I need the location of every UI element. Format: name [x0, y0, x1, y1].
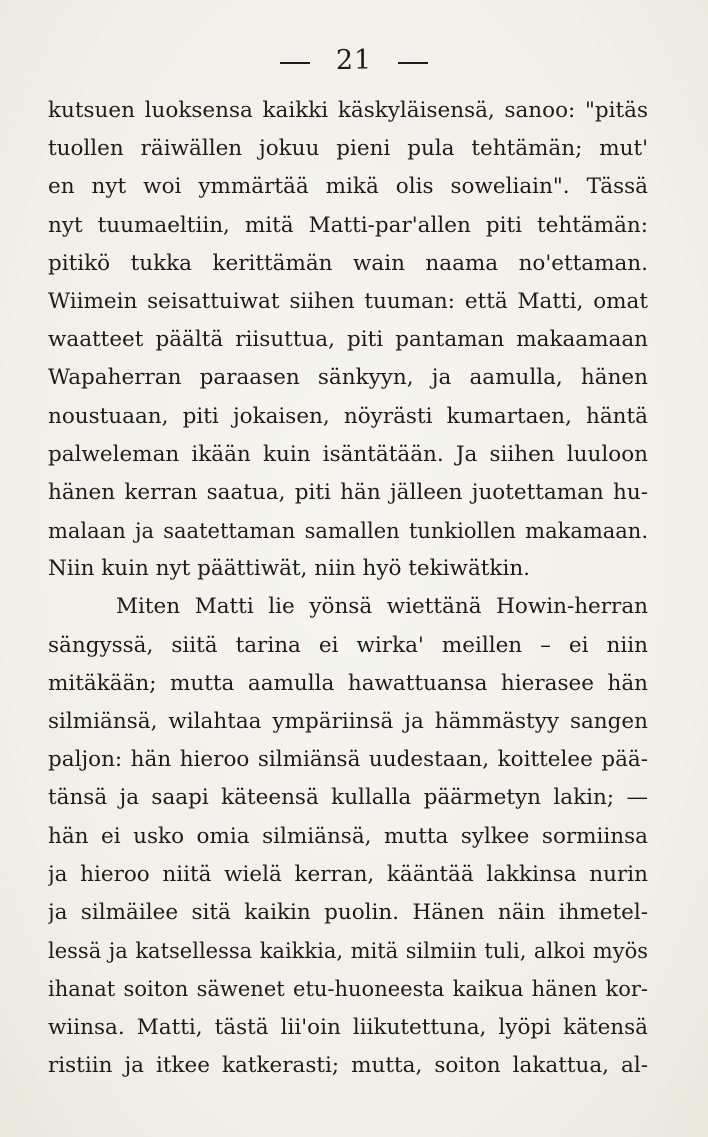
text-line: mitäkään; mutta aamulla hawattuansa hierasee hän [48, 670, 648, 696]
page-number: 21 [335, 44, 373, 76]
header-rule-right [398, 62, 428, 64]
text-line: ja hieroo niitä wielä kerran, kääntää lakkinsa nurin [48, 861, 648, 887]
text-line: Niin kuin nyt päättiwät, niin hyö tekiwätkin. [48, 556, 530, 582]
text-line: tänsä ja saapi käteensä kullalla päärmetyn lakin; — [48, 785, 648, 811]
text-line: ristiin ja itkee katkerasti; mutta, soiton lakattua, al- [48, 1052, 648, 1078]
header-rule-left [280, 62, 310, 64]
page-header [0, 40, 708, 80]
text-line: wiinsa. Matti, tästä lii'oin liikutettuna, lyöpi kätensä [48, 1014, 648, 1040]
text-line: hän ei usko omia silmiänsä, mutta sylkee sormiinsa [48, 823, 648, 849]
text-line: Wiimein seisattuiwat siihen tuuman: että Matti, omat [48, 288, 648, 314]
text-line: Miten Matti lie yönsä wiettänä Howin-herran [116, 594, 648, 620]
text-line: pitikö tukka kerittämän wain naama no'ettaman. [48, 250, 648, 276]
text-line: noustuaan, piti jokaisen, nöyrästi kumartaen, häntä [48, 403, 648, 429]
text-line: hänen kerran saatua, piti hän jälleen juotettaman hu- [48, 479, 648, 505]
text-line: tuollen räiwällen jokuu pieni pula tehtämän; mut' [48, 136, 648, 162]
text-line: ihanat soiton säwenet etu-huoneesta kaikua hänen kor- [48, 977, 648, 1002]
text-line: paljon: hän hieroo silmiänsä uudestaan, koittelee pää- [48, 747, 648, 773]
text-line: nyt tuumaeltiin, mitä Matti-par'allen piti tehtämän: [48, 212, 648, 238]
text-line: ja silmäilee sitä kaikin puolin. Hänen näin ihmetel- [48, 899, 648, 925]
body-text [48, 92, 648, 1085]
text-line: Wapaherran paraasen sänkyyn, ja aamulla, hänen [48, 365, 648, 391]
text-line: malaan ja saatettaman samallen tunkiollen makamaan. [48, 519, 648, 544]
text-line: waatteet päältä riisuttua, piti pantaman makaamaan [48, 327, 648, 353]
text-line: lessä ja katsellessa kaikkia, mitä silmiin tuli, alkoi myös [48, 939, 648, 964]
text-line: en nyt woi ymmärtää mikä olis soweliain". Tässä [48, 174, 648, 200]
text-line: kutsuen luoksensa kaikki käskyläisensä, sanoo: "pitäs [48, 98, 648, 123]
text-line: silmiänsä, wilahtaa ympäriinsä ja hämmästyy sangen [48, 709, 648, 734]
text-line: palweleman ikään kuin isäntätään. Ja siihen luuloon [48, 441, 648, 467]
text-line: sängyssä, siitä tarina ei wirka' meillen – ei niin [48, 632, 648, 658]
